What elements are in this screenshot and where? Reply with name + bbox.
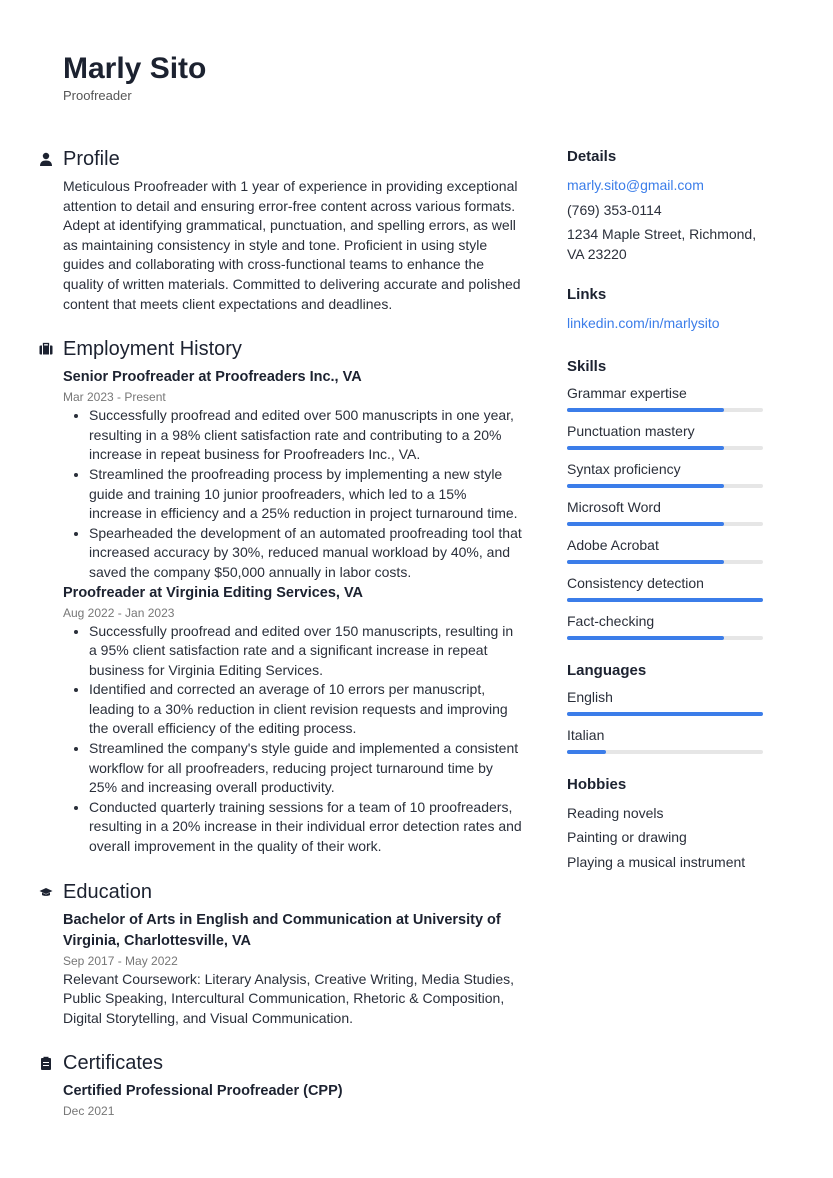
job-bullet: • Streamlined the company's style guide and implemented a consistent workflow for all proofreaders, reducing project turnaround time by 25% and increasing overall productivity. bbox=[89, 739, 523, 798]
skills-item bbox=[567, 383, 767, 412]
links-section bbox=[567, 286, 767, 336]
job-bullets bbox=[63, 406, 523, 582]
hobbies-section bbox=[567, 776, 767, 875]
job-bullet: • Conducted quarterly training sessions for a team of 10 proofreaders, resulting in a 20% increase in their individual error detection rates and overall improvement in the quality of their work. bbox=[89, 798, 523, 857]
details-section bbox=[567, 148, 767, 264]
skills-name: Syntax proficiency bbox=[567, 460, 681, 477]
skills-name: Grammar expertise bbox=[567, 384, 687, 401]
skills-level-fill bbox=[567, 522, 724, 526]
links-heading: Links bbox=[567, 286, 607, 304]
email-link[interactable]: marly.sito@gmail.com bbox=[567, 177, 704, 193]
hobby-item: Playing a musical instrument bbox=[567, 853, 746, 870]
skills-level-fill bbox=[567, 636, 724, 640]
certificates-section bbox=[63, 1052, 523, 1120]
job-entry bbox=[63, 367, 523, 582]
hobby-item: Painting or drawing bbox=[567, 829, 687, 846]
job-bullets bbox=[63, 622, 523, 857]
job-date: Aug 2022 - Jan 2023 bbox=[63, 605, 175, 620]
skills-level-fill bbox=[567, 408, 724, 412]
section-heading: Profile bbox=[63, 148, 120, 170]
skills-item bbox=[567, 421, 767, 450]
skills-level-bar bbox=[567, 522, 763, 526]
candidate-name: Marly Sito bbox=[63, 52, 207, 85]
hobby-item: Reading novels bbox=[567, 804, 664, 821]
languages-level-bar bbox=[567, 750, 763, 754]
skills-heading: Skills bbox=[567, 357, 607, 375]
job-title: Proofreader bbox=[63, 88, 132, 103]
skills-level-bar bbox=[567, 598, 763, 602]
address: 1234 Maple Street, Richmond, VA 23220 bbox=[567, 226, 757, 262]
certificate-date: Dec 2021 bbox=[63, 1104, 115, 1119]
job-bullet: • Successfully proofread and edited over 500 manuscripts in one year, resulting in a 98% client satisfaction rate and contributing to a 20% increase in repeat business for Proofreaders Inc., VA. bbox=[89, 406, 523, 465]
skills-item bbox=[567, 497, 767, 526]
skills-level-bar bbox=[567, 560, 763, 564]
section-heading: Education bbox=[63, 880, 152, 903]
section-heading: Employment History bbox=[63, 338, 242, 361]
skills-item bbox=[567, 459, 767, 488]
section-heading: Certificates bbox=[63, 1052, 164, 1075]
job-bullet: • Spearheaded the development of an automated proofreading tool that increased accuracy by 30%, reduced manual workload by 40%, and saved the company $50,000 annually in labor costs. bbox=[89, 524, 523, 583]
languages-name: English bbox=[567, 688, 613, 705]
degree-title: Bachelor of Arts in English and Communication at University of Virginia, Charlottesville, VA bbox=[63, 911, 501, 949]
languages-level-fill bbox=[567, 750, 606, 754]
profile-text: Meticulous Proofreader with 1 year of experience in providing exceptional attention to detail and ensuring error-free content across various formats. Adept at identifying grammatical, punctuation, and spelling errors, as well as maintaining consistency in style and tone. Proficient in using style guides and collaborating with cross-functional teams to enhance the quality of written materials. Committed to delivering accurate and polished content that meets client expectations and deadlines. bbox=[63, 178, 521, 312]
languages-level-bar bbox=[567, 712, 763, 716]
skills-level-bar bbox=[567, 484, 763, 488]
details-heading: Details bbox=[567, 148, 617, 165]
job-date: Mar 2023 - Present bbox=[63, 390, 166, 405]
skills-level-bar bbox=[567, 446, 763, 450]
linkedin-link[interactable]: linkedin.com/in/marlysito bbox=[567, 315, 720, 332]
skills-name: Punctuation mastery bbox=[567, 422, 695, 439]
skills-item bbox=[567, 535, 767, 564]
languages-name: Italian bbox=[567, 726, 605, 743]
education-section bbox=[63, 881, 523, 1029]
skills-section bbox=[567, 358, 767, 640]
languages-section bbox=[567, 662, 767, 754]
skills-level-fill bbox=[567, 484, 724, 488]
skills-name: Consistency detection bbox=[567, 574, 704, 591]
job-title: Senior Proofreader at Proofreaders Inc., VA bbox=[63, 369, 362, 386]
skills-level-bar bbox=[567, 408, 763, 412]
user-icon bbox=[39, 152, 53, 166]
skills-item bbox=[567, 573, 767, 602]
hobbies-heading: Hobbies bbox=[567, 775, 627, 793]
skills-level-fill bbox=[567, 560, 724, 564]
main-column bbox=[63, 148, 523, 1144]
job-bullet: • Identified and corrected an average of 10 errors per manuscript, leading to a 30% reduction in client revision requests and improving the overall efficiency of the editing process. bbox=[89, 680, 523, 739]
briefcase-icon bbox=[39, 342, 53, 356]
skills-level-bar bbox=[567, 636, 763, 640]
languages-item bbox=[567, 687, 767, 716]
skills-name: Fact-checking bbox=[567, 612, 655, 629]
languages-item bbox=[567, 725, 767, 754]
sidebar bbox=[567, 148, 767, 896]
certificate-name: Certified Professional Proofreader (CPP) bbox=[63, 1083, 343, 1100]
education-date: Sep 2017 - May 2022 bbox=[63, 953, 178, 968]
phone: (769) 353-0114 bbox=[567, 201, 662, 218]
skills-level-fill bbox=[567, 598, 763, 602]
graduation-cap-icon bbox=[39, 885, 53, 899]
profile-section bbox=[63, 148, 523, 314]
skills-name: Adobe Acrobat bbox=[567, 536, 659, 553]
job-entry bbox=[63, 583, 523, 857]
job-title: Proofreader at Virginia Editing Services, VA bbox=[63, 584, 364, 601]
education-text: Relevant Coursework: Literary Analysis, Creative Writing, Media Studies, Public Speaking, Intercultural Communication, Rhetoric & Composition, Digital Storytelling, and Visual Communication. bbox=[63, 970, 515, 1026]
skills-name: Microsoft Word bbox=[567, 498, 661, 515]
clipboard-icon bbox=[39, 1056, 53, 1070]
languages-level-fill bbox=[567, 712, 763, 716]
skills-level-fill bbox=[567, 446, 724, 450]
employment-section bbox=[63, 338, 523, 856]
skills-item bbox=[567, 611, 767, 640]
languages-heading: Languages bbox=[567, 661, 647, 679]
job-bullet: • Successfully proofread and edited over 150 manuscripts, resulting in a 95% client satisfaction rate and a significant increase in repeat business for Virginia Editing Services. bbox=[89, 622, 523, 681]
job-bullet: • Streamlined the proofreading process by implementing a new style guide and training 10 junior proofreaders, which led to a 15% increase in efficiency and a 25% reduction in project turnaround time. bbox=[89, 465, 523, 524]
